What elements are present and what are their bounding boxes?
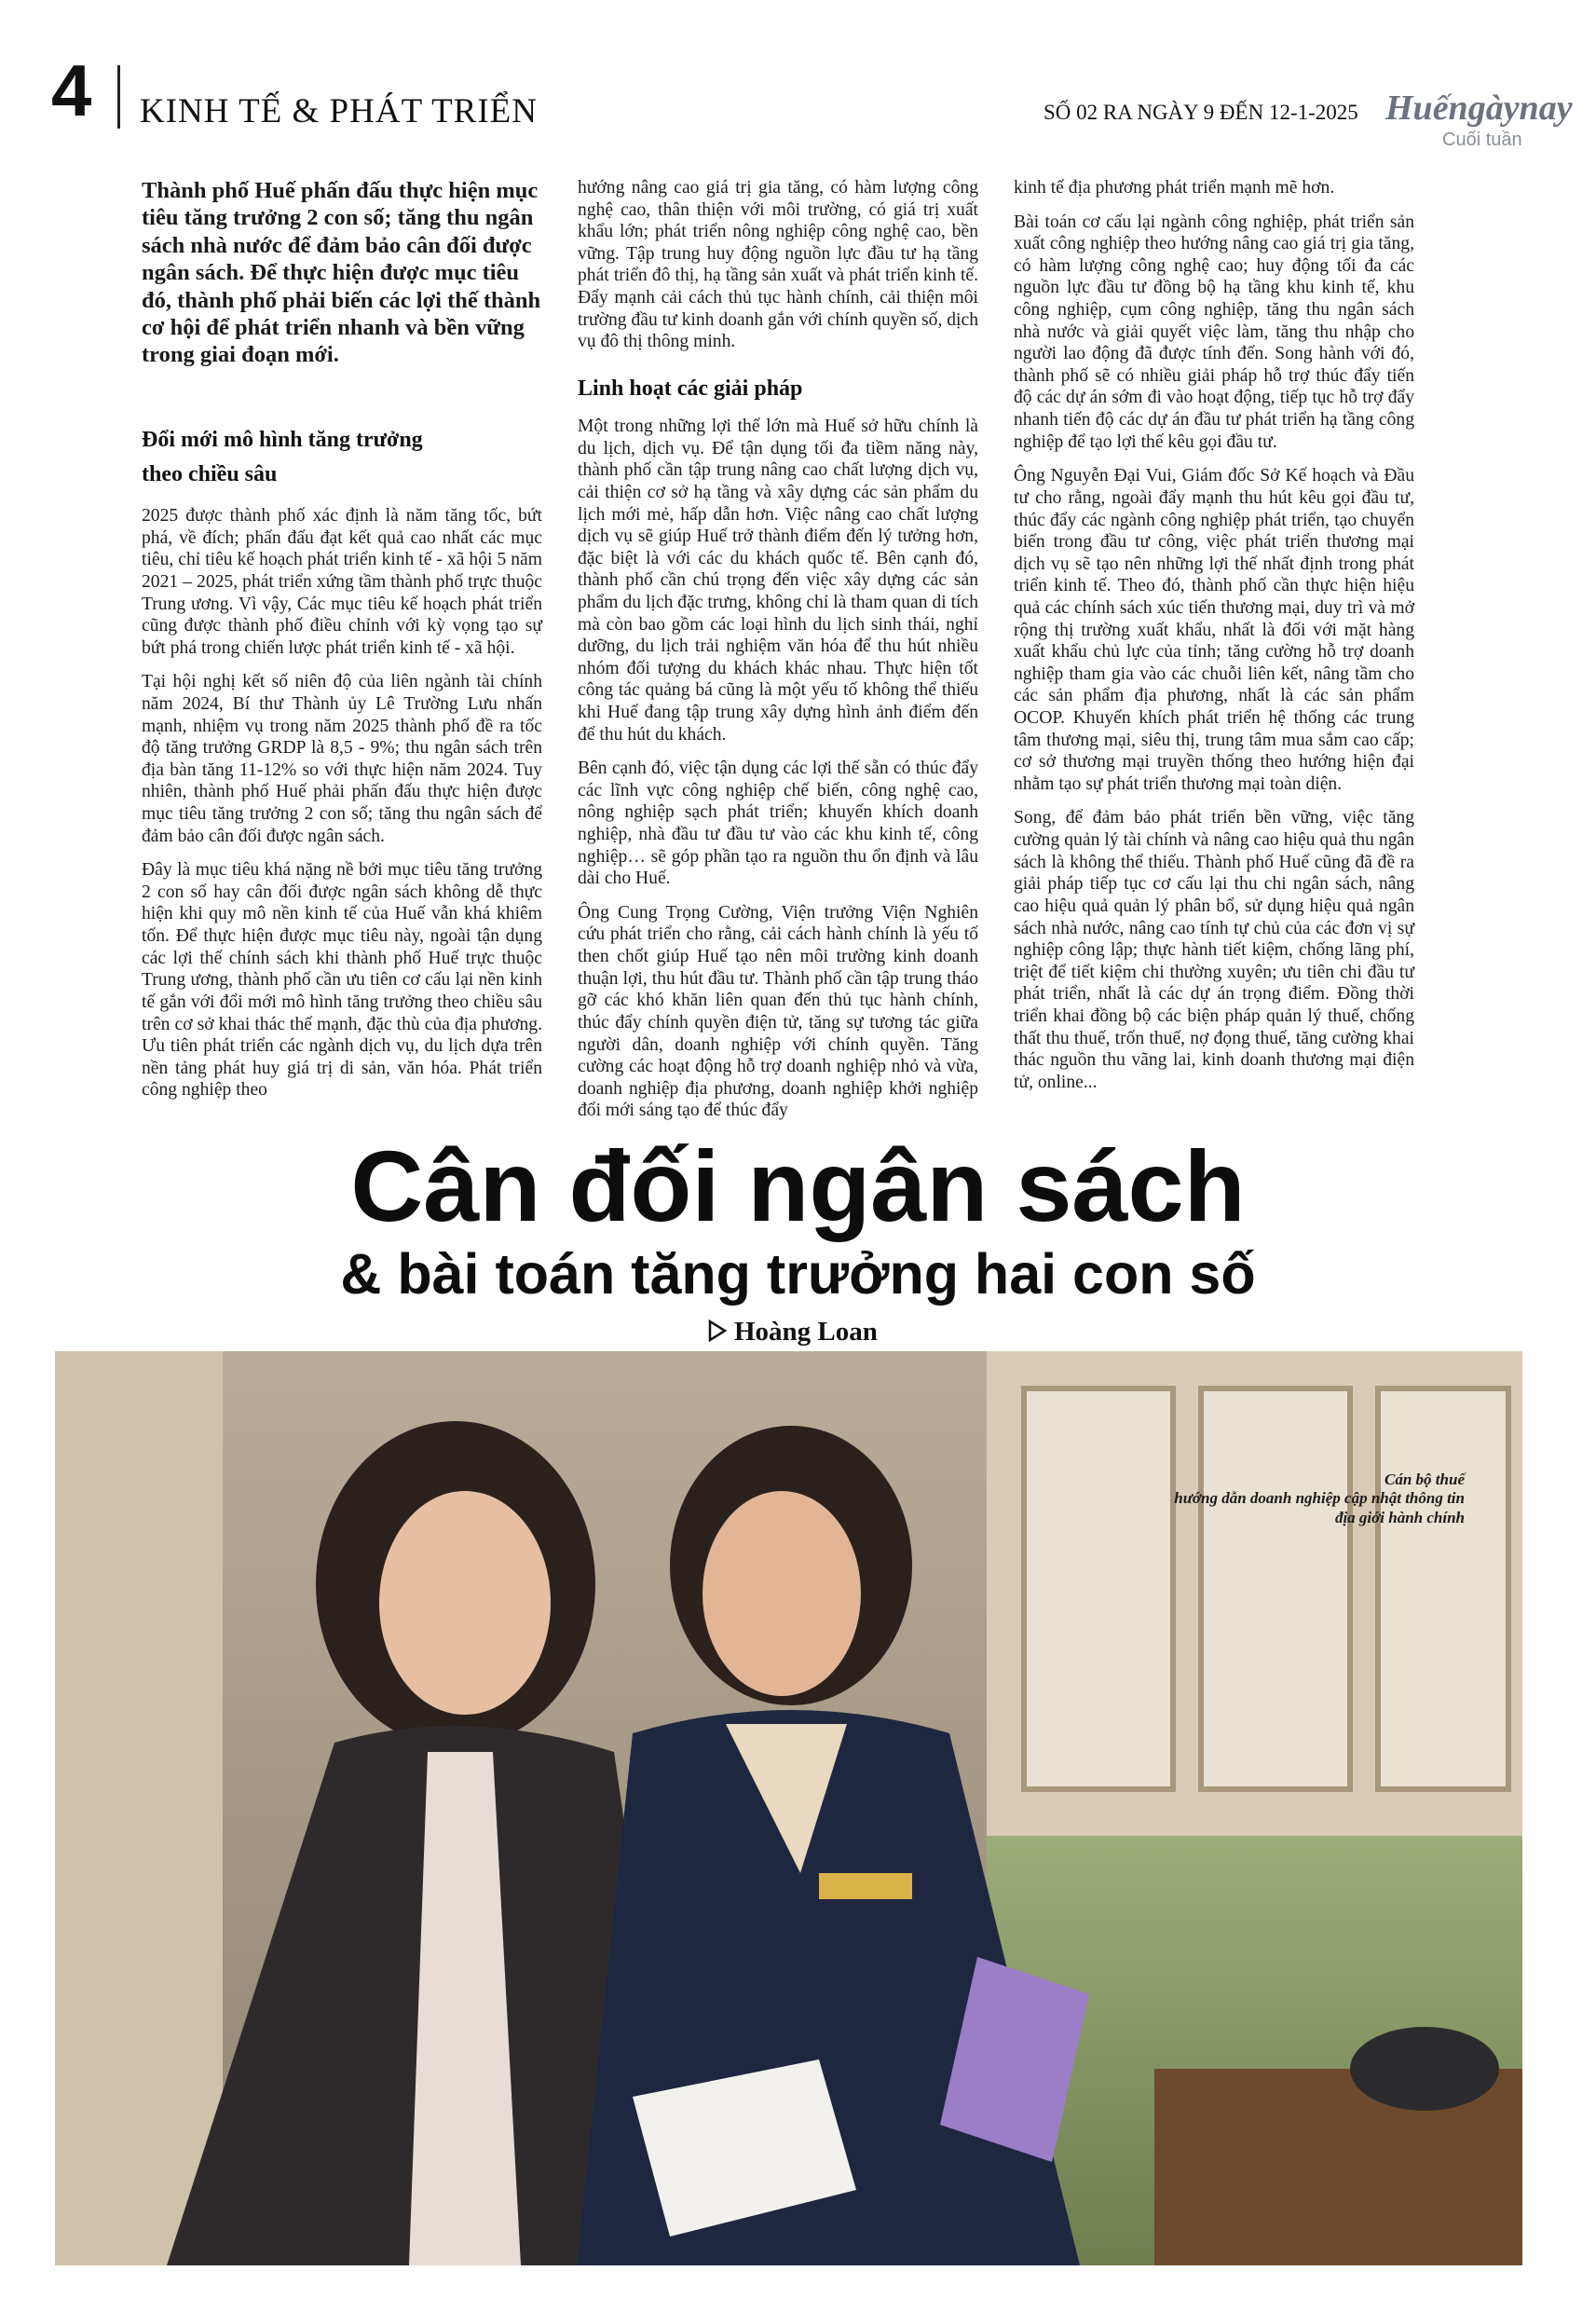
paragraph: hướng nâng cao giá trị gia tăng, có hàm lượng công nghệ cao, thân thiện với môi trường, có giá trị xuất khẩu lớn; phát triển nông nghiệp công nghệ cao, bền vững. Tập trung huy động nguồn lực đầu tư hạ tầng phát triển đô thị, hạ tầng sản xuất và phát triển kinh tế. Đẩy mạnh cải cách thủ tục hành chính, cải thiện môi trường đầu tư kinh doanh gắn với chính quyền số, dịch vụ đô thị thông minh.	[578, 178, 978, 352]
newspaper-logo-sub: Cuối tuần	[1442, 130, 1522, 150]
article-photo	[55, 1351, 1522, 2265]
author-name: Hoàng Loan	[734, 1317, 878, 1347]
paragraph: Đây là mục tiêu khá nặng nề bởi mục tiêu tăng trưởng 2 con số hay cân đối được ngân sách không dễ thực hiện khi quy mô nền kinh tế của Huế vẫn khá khiêm tốn. Để thực hiện được mục tiêu này, ngoài tận dụng các lợi thế chính sách khi thành phố Huế trực thuộc Trung ương, thành phố cần ưu tiên cơ cấu lại nền kinh tế gắn với đổi mới mô hình tăng trưởng theo chiều sâu trên cơ sở khai thác thế mạnh, đặc thù của địa phương. Ưu tiên phát triển các ngành dịch vụ, du lịch dựa trên nền tảng phát huy giá trị di sản, văn hóa. Phát triển công nghiệp theo	[142, 860, 542, 1101]
paragraph: 2025 được thành phố xác định là năm tăng tốc, bứt phá, về đích; phấn đấu đạt kết quả cao nhất các mục tiêu, chỉ tiêu kế hoạch phát triển kinh tế - xã hội 5 năm 2021 – 2025, phát triển xứng tầm thành phố trực thuộc Trung ương. Vì vậy, Các mục tiêu kế hoạch phát triển cũng được thành phố điều chỉnh với kỳ vọng tạo sự bứt phá trong chiến lược phát triển kinh tế - xã hội.	[142, 506, 542, 658]
paragraph: Bên cạnh đó, việc tận dụng các lợi thế sẵn có thúc đẩy các lĩnh vực công nghiệp chế biến, công nghệ cao, nông nghiệp sạch phát triển; khuyến khích doanh nghiệp, nhà đầu tư đầu tư vào các khu kinh tế, công nghiệp… sẽ góp phần tạo ra nguồn thu ổn định và lâu dài cho Huế.	[578, 759, 978, 889]
subheading-1-line1: Đổi mới mô hình tăng trưởng	[142, 427, 423, 452]
article-column-1	[142, 177, 542, 1114]
paragraph: Ông Cung Trọng Cường, Viện trưởng Viện Nghiên cứu phát triển cho rằng, cải cách hành chính là yếu tố then chốt giúp Huế tạo nên môi trường kinh doanh thuận lợi, thu hút đầu tư. Thành phố cần tập trung tháo gỡ các khó khăn liên quan đến thủ tục hành chính, thúc đẩy chính quyền điện tử, tăng sự tương tác giữa người dân, doanh nghiệp với chính quyền. Tăng cường các hoạt động hỗ trợ doanh nghiệp nhỏ và vừa, doanh nghiệp địa phương, doanh nghiệp khởi nghiệp đổi mới sáng tạo để thúc đẩy	[578, 902, 978, 1121]
play-triangle-icon	[708, 1320, 727, 1342]
page-number: 4	[51, 49, 92, 131]
byline	[708, 1317, 878, 1348]
subheading-2: Linh hoạt các giải pháp	[578, 376, 803, 401]
paragraph: Một trong những lợi thế lớn mà Huế sở hữu chính là du lịch, dịch vụ. Để tận dụng tối đa tiềm năng này, thành phố cần tập trung nâng cao chất lượng dịch vụ, cải thiện cơ sở hạ tầng và xây dựng các sản phẩm du lịch mới mẻ, hấp dẫn hơn. Việc nâng cao chất lượng dịch vụ sẽ giúp Huế trở thành điểm đến lý tưởng hơn, đặc biệt là với các du khách quốc tế. Bên cạnh đó, thành phố cần chú trọng đến việc xây dựng các sản phẩm du lịch đặc trưng, không chỉ là tham quan di tích mà còn bao gồm các loại hình du lịch sinh thái, nghỉ dưỡng, du lịch trải nghiệm văn hóa để thu hút nhiều nhóm đối tượng du khách khác nhau. Thực hiện tốt công tác quảng bá cũng là một yếu tố không thể thiếu khi Huế đang tập trung xây dựng hình ảnh điểm đến để thu hút du khách.	[578, 417, 978, 745]
paragraph: Tại hội nghị kết số niên độ của liên ngành tài chính năm 2024, Bí thư Thành ủy Lê Trường Lưu nhấn mạnh, nhiệm vụ trong năm 2025 thành phố đề ra tốc độ tăng trưởng GRDP là 8,5 - 9%; thu ngân sách trên địa bàn tăng 11-12% so với thực hiện năm 2024. Tuy nhiên, thành phố Huế phải phấn đấu thực hiện được mục tiêu tăng trưởng 2 con số; tăng thu ngân sách để đảm bảo cân đối được ngân sách.	[142, 672, 542, 846]
header-divider	[117, 65, 120, 129]
section-title: KINH TẾ & PHÁT TRIỂN	[140, 92, 538, 130]
paragraph: kinh tế địa phương phát triển mạnh mẽ hơn.	[1014, 178, 1335, 198]
photo-caption	[1073, 1471, 1465, 1527]
paragraph: Bài toán cơ cấu lại ngành công nghiệp, phát triển sản xuất công nghiệp theo hướng nâng cao giá trị gia tăng, có hàm lượng công nghệ cao; huy động tối đa các nguồn lực đầu tư đồng bộ hạ tầng khu kinh tế, khu công nghiệp, cụm công nghiệp, tăng thu ngân sách nhà nước và giải quyết việc làm, tăng thu nhập cho người lao động đã được tính đến. Song hành với đó, thành phố sẽ có nhiều giải pháp hỗ trợ thúc đẩy tiến độ các dự án sớm đi vào hoạt động, tiếp tục hỗ trợ đẩy nhanh tiến độ các dự án đầu tư phát triển hạ tầng công nghiệp để tạo lợi thế kêu gọi đầu tư.	[1014, 212, 1414, 452]
article-column-2	[578, 177, 978, 1134]
article-sapo: Thành phố Huế phấn đấu thực hiện mục tiêu tăng trưởng 2 con số; tăng thu ngân sách nhà nước để đảm bảo cân đối được ngân sách. Để thực hiện được mục tiêu đó, thành phố phải biến các lợi thế thành cơ hội để phát triển nhanh và bền vững trong giai đoạn mới.	[142, 178, 541, 368]
article-title: Cân đối ngân sách	[350, 1129, 1246, 1242]
paragraph: Ông Nguyễn Đại Vui, Giám đốc Sở Kế hoạch và Đầu tư cho rằng, ngoài đẩy mạnh thu hút kêu gọi đầu tư, thúc đẩy các ngành công nghiệp phát triển, tạo chuyển biến trong đầu tư công, việc phát triển thương mại dịch vụ sẽ tạo nên những lợi thế nhất định trong phát triển kinh tế. Theo đó, thành phố cần thực hiện hiệu quả các chính sách xúc tiến thương mại, duy trì và mở rộng thị trường xuất khẩu, nhất là đối với mặt hàng xuất khẩu chủ lực của tỉnh; tăng cường hỗ trợ doanh nghiệp tham gia vào các chuỗi liên kết, nâng tầm cho các sản phẩm địa phương, nhất là các sản phẩm OCOP. Khuyến khích phát triển hệ thống các trung tâm thương mại, siêu thị, trung tâm mua sắm cao cấp; cơ sở thương mại truyền thống theo hướng hiện đại nhằm tạo sự phát triển thương mại toàn diện.	[1014, 466, 1414, 794]
caption-line-3: địa giới hành chính	[1334, 1508, 1465, 1526]
article-column-3	[1014, 177, 1414, 1105]
paragraph: Song, để đảm bảo phát triển bền vững, việc tăng cường quản lý tài chính và nâng cao hiệu quả thu ngân sách là không thể thiếu. Thành phố Huế cũng đã đề ra giải pháp tiếp tục cơ cấu lại thu chi ngân sách, nâng cao hiệu quả quản lý phân bổ, sử dụng hiệu quả ngân sách nhà nước, nâng cao tính tự chủ của các đơn vị sự nghiệp công lập; thực hành tiết kiệm, chống lãng phí, triệt để tiết kiệm chi thường xuyên; ưu tiên chi đầu tư phát triển, nhất là các dự án trọng điểm. Đồng thời triển khai đồng bộ các biện pháp quản lý thuế, chống thất thu thuế, trốn thuế, nợ đọng thuế, tăng cường khai thác nguồn thu vãng lai, kinh doanh thương mại điện tử, online...	[1014, 808, 1414, 1092]
article-subtitle: & bài toán tăng trưởng hai con số	[340, 1242, 1256, 1306]
newspaper-logo: Huếngàynay	[1385, 89, 1573, 128]
caption-line-2: hướng dẫn doanh nghiệp cập nhật thông tin	[1174, 1489, 1465, 1508]
subheading-1	[142, 423, 542, 492]
issue-info: SỐ 02 RA NGÀY 9 ĐẾN 12-1-2025	[1044, 101, 1358, 124]
subheading-1-line2: theo chiều sâu	[142, 461, 278, 486]
caption-line-1: Cán bộ thuế	[1385, 1471, 1465, 1488]
